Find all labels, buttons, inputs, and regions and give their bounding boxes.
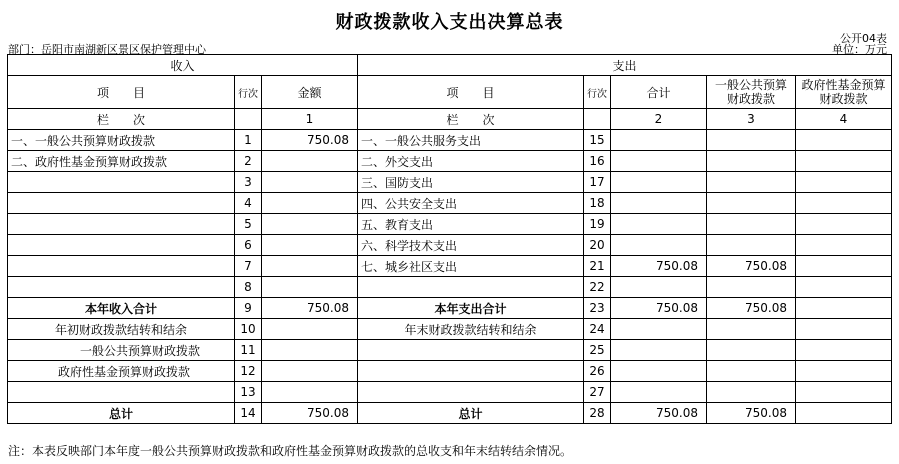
income-line-no-cell: 2: [235, 151, 262, 172]
expense-gov-fund-cell: [796, 130, 892, 151]
expense-line-no-cell: 18: [584, 193, 611, 214]
expense-general-budget-cell: 750.08: [707, 298, 796, 319]
expense-line-no-cell: 15: [584, 130, 611, 151]
expense-general-budget-cell: 750.08: [707, 403, 796, 424]
expense-line-no-cell: 23: [584, 298, 611, 319]
expense-general-budget-cell: [707, 277, 796, 298]
gov-fund-header: 政府性基金预算财政拨款: [796, 76, 892, 109]
unit-label: 单位：万元: [832, 43, 887, 56]
income-item-cell: [8, 256, 235, 277]
income-amount-cell: [262, 256, 358, 277]
income-amount-cell: [262, 214, 358, 235]
income-line-no-cell: 8: [235, 277, 262, 298]
income-line-no-header: 行次: [235, 76, 262, 109]
expense-line-no-cell: 22: [584, 277, 611, 298]
expense-total-header: 合计: [611, 76, 707, 109]
expense-total-cell: [611, 214, 707, 235]
footnote: 注：本表反映部门本年度一般公共预算财政拨款和政府性基金预算财政拨款的总收支和年末结转结余情况。: [8, 444, 573, 458]
expense-line-no-cell: 28: [584, 403, 611, 424]
income-line-no-cell: 5: [235, 214, 262, 235]
income-line-no-cell: 13: [235, 382, 262, 403]
report-title: 财政拨款收入支出决算总表: [335, 12, 564, 33]
expense-general-budget-cell: [707, 382, 796, 403]
table-row: [8, 382, 892, 403]
income-amount-cell: 750.08: [262, 403, 358, 424]
expense-line-no-cell: 17: [584, 172, 611, 193]
table-row: [8, 235, 892, 256]
income-amount-cell: [262, 319, 358, 340]
expense-total-cell: [611, 319, 707, 340]
income-item-cell: [8, 214, 235, 235]
expense-item-cell: 一、一般公共服务支出: [358, 130, 584, 151]
income-amount-cell: [262, 340, 358, 361]
income-amount-cell: [262, 151, 358, 172]
income-item-cell: 二、政府性基金预算财政拨款: [8, 151, 235, 172]
expense-item-cell: [358, 277, 584, 298]
expense-line-no-cell: 19: [584, 214, 611, 235]
general-budget-header: 一般公共预算财政拨款: [707, 76, 796, 109]
expense-gov-fund-cell: [796, 298, 892, 319]
expense-line-no-cell: 24: [584, 319, 611, 340]
income-line-no-cell: 9: [235, 298, 262, 319]
expense-line-no-cell: 21: [584, 256, 611, 277]
income-item-cell: [8, 277, 235, 298]
expense-total-cell: [611, 172, 707, 193]
income-line-no-cell: 1: [235, 130, 262, 151]
expense-gov-fund-cell: [796, 340, 892, 361]
income-line-no-cell: 12: [235, 361, 262, 382]
expense-gov-fund-cell: [796, 172, 892, 193]
income-item-cell: 总计: [8, 403, 235, 424]
form-number: 公开04表: [840, 32, 887, 45]
col-index-1: 1: [262, 109, 358, 130]
expense-gov-fund-cell: [796, 214, 892, 235]
header-row-2: [8, 76, 892, 109]
income-amount-cell: 750.08: [262, 130, 358, 151]
income-column-label: 栏 次: [8, 109, 235, 130]
expense-item-cell: 七、城乡社区支出: [358, 256, 584, 277]
expense-item-cell: 四、公共安全支出: [358, 193, 584, 214]
income-item-cell: [8, 172, 235, 193]
income-amount-cell: [262, 361, 358, 382]
income-item-cell: 政府性基金预算财政拨款: [8, 361, 235, 382]
expense-gov-fund-cell: [796, 256, 892, 277]
expense-line-no-cell: 27: [584, 382, 611, 403]
expense-item-cell: 二、外交支出: [358, 151, 584, 172]
expense-line-no-cell: 25: [584, 340, 611, 361]
expense-gov-fund-cell: [796, 361, 892, 382]
expense-total-cell: [611, 193, 707, 214]
expense-gov-fund-cell: [796, 277, 892, 298]
budget-table: [7, 54, 892, 424]
table-row: [8, 172, 892, 193]
expense-general-budget-cell: [707, 130, 796, 151]
expense-line-no-header: 行次: [584, 76, 611, 109]
income-header: 收入: [8, 55, 358, 76]
expense-general-budget-cell: [707, 193, 796, 214]
expense-total-cell: 750.08: [611, 403, 707, 424]
expense-total-cell: [611, 235, 707, 256]
expense-item-cell: [358, 382, 584, 403]
expense-item-cell: 年末财政拨款结转和结余: [358, 319, 584, 340]
income-item-cell: [8, 382, 235, 403]
table-row: [8, 193, 892, 214]
expense-total-cell: 750.08: [611, 256, 707, 277]
income-item-header: 项 目: [8, 76, 235, 109]
income-amount-cell: 750.08: [262, 298, 358, 319]
table-row: [8, 403, 892, 424]
expense-total-cell: [611, 151, 707, 172]
expense-gov-fund-cell: [796, 403, 892, 424]
income-item-cell: 一般公共预算财政拨款: [8, 340, 235, 361]
expense-total-cell: [611, 361, 707, 382]
income-item-cell: 本年收入合计: [8, 298, 235, 319]
table-row: [8, 130, 892, 151]
income-amount-header: 金额: [262, 76, 358, 109]
income-line-no-cell: 11: [235, 340, 262, 361]
expense-line-no-cell: 26: [584, 361, 611, 382]
col-index-3: 3: [707, 109, 796, 130]
income-item-cell: 一、一般公共预算财政拨款: [8, 130, 235, 151]
expense-total-cell: 750.08: [611, 298, 707, 319]
col-index-4: 4: [796, 109, 892, 130]
expense-total-cell: [611, 277, 707, 298]
income-amount-cell: [262, 193, 358, 214]
table-row: [8, 151, 892, 172]
expense-line-no-cell: 20: [584, 235, 611, 256]
expense-general-budget-cell: 750.08: [707, 256, 796, 277]
expense-gov-fund-cell: [796, 319, 892, 340]
expense-gov-fund-cell: [796, 235, 892, 256]
table-row: [8, 298, 892, 319]
expense-general-budget-cell: [707, 319, 796, 340]
expense-item-cell: [358, 361, 584, 382]
header-row-1: [8, 55, 892, 76]
income-line-no-cell: 6: [235, 235, 262, 256]
table-body: [8, 130, 892, 424]
expense-column-label: 栏 次: [358, 109, 584, 130]
income-amount-cell: [262, 172, 358, 193]
expense-item-cell: 本年支出合计: [358, 298, 584, 319]
income-line-no-cell: 7: [235, 256, 262, 277]
expense-total-cell: [611, 340, 707, 361]
expense-item-cell: 总计: [358, 403, 584, 424]
expense-item-cell: 六、科学技术支出: [358, 235, 584, 256]
expense-general-budget-cell: [707, 151, 796, 172]
table-row: [8, 319, 892, 340]
income-item-cell: 年初财政拨款结转和结余: [8, 319, 235, 340]
table-row: [8, 361, 892, 382]
column-index-row: [8, 109, 892, 130]
expense-line-no-cell: 16: [584, 151, 611, 172]
expense-general-budget-cell: [707, 214, 796, 235]
expense-header: 支出: [358, 55, 892, 76]
table-row: [8, 214, 892, 235]
department-label: 部门：岳阳市南湖新区景区保护管理中心: [8, 43, 206, 56]
expense-total-cell: [611, 382, 707, 403]
expense-general-budget-cell: [707, 340, 796, 361]
expense-gov-fund-cell: [796, 151, 892, 172]
income-item-cell: [8, 193, 235, 214]
expense-item-cell: 三、国防支出: [358, 172, 584, 193]
expense-gov-fund-cell: [796, 382, 892, 403]
expense-general-budget-cell: [707, 172, 796, 193]
income-amount-cell: [262, 235, 358, 256]
expense-gov-fund-cell: [796, 193, 892, 214]
income-amount-cell: [262, 382, 358, 403]
expense-total-cell: [611, 130, 707, 151]
income-line-no-cell: 3: [235, 172, 262, 193]
expense-general-budget-cell: [707, 235, 796, 256]
col-index-2: 2: [611, 109, 707, 130]
table-row: [8, 340, 892, 361]
income-item-cell: [8, 235, 235, 256]
income-amount-cell: [262, 277, 358, 298]
table-row: [8, 277, 892, 298]
empty-cell: [235, 109, 262, 130]
expense-item-cell: 五、教育支出: [358, 214, 584, 235]
expense-item-header: 项 目: [358, 76, 584, 109]
income-line-no-cell: 10: [235, 319, 262, 340]
empty-cell: [584, 109, 611, 130]
income-line-no-cell: 4: [235, 193, 262, 214]
income-line-no-cell: 14: [235, 403, 262, 424]
expense-item-cell: [358, 340, 584, 361]
table-row: [8, 256, 892, 277]
expense-general-budget-cell: [707, 361, 796, 382]
